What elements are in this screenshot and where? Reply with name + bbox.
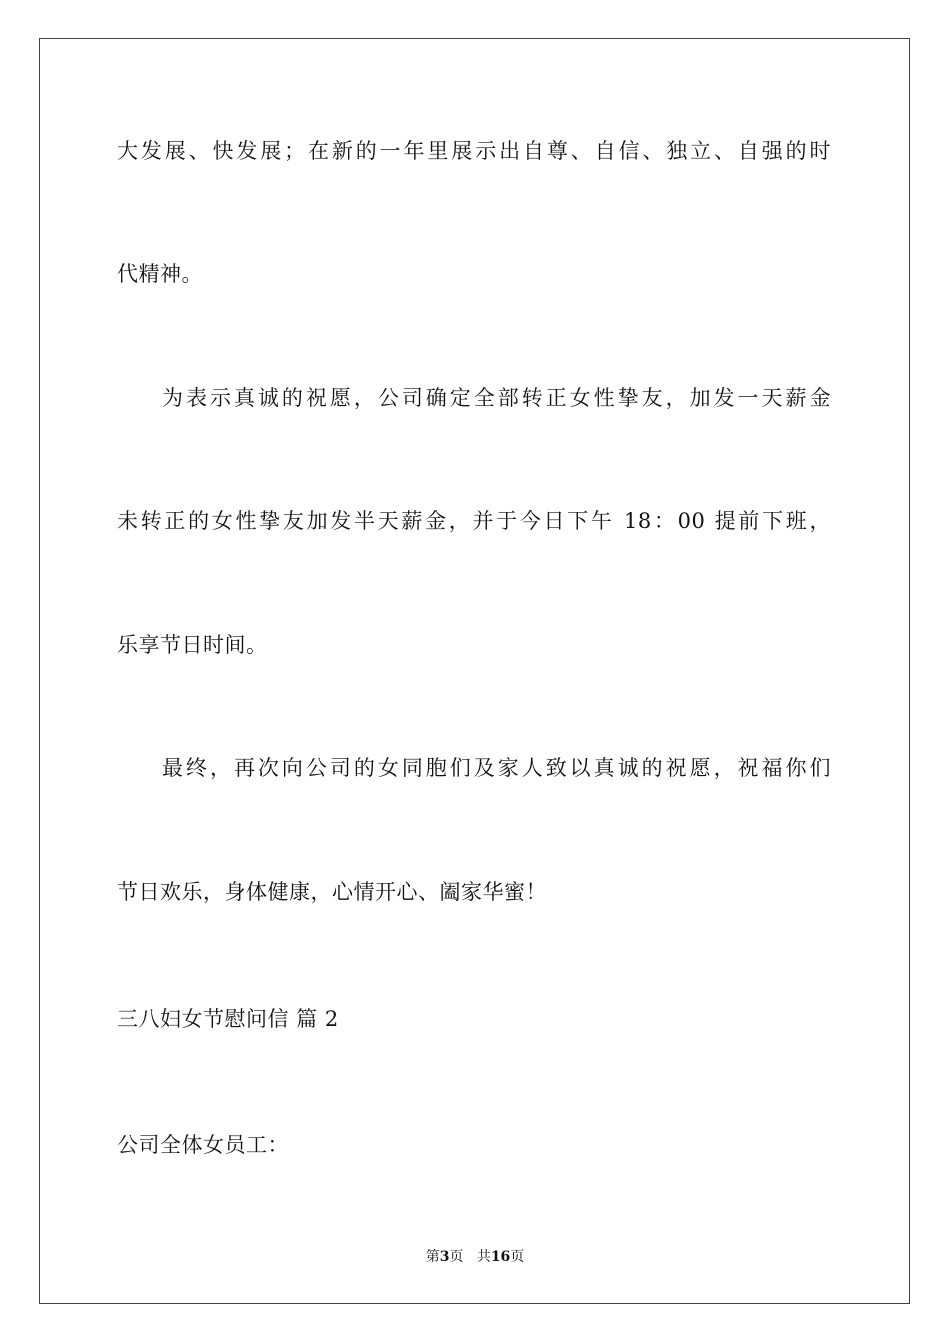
body-line-1: 大发展、快发展；在新的一年里展示出自尊、自信、独立、自强的时 — [117, 139, 831, 163]
footer-total-prefix: 共 — [476, 1249, 491, 1265]
body-line-7: 节日欢乐，身体健康，心情开心、阖家华蜜！ — [117, 880, 547, 904]
body-line-3: 为表示真诚的祝愿，公司确定全部转正女性挚友，加发一天薪金 — [162, 386, 831, 410]
body-line-5: 乐享节日时间。 — [117, 633, 268, 657]
footer-page-total: 16 — [490, 1249, 511, 1265]
footer-total-suffix: 页 — [510, 1249, 525, 1265]
footer-page-suffix: 页 — [449, 1249, 464, 1265]
footer-page-prefix: 第 — [425, 1249, 440, 1265]
salutation-line: 公司全体女员工： — [117, 1133, 289, 1157]
body-line-6: 最终，再次向公司的女同胞们及家人致以真诚的祝愿，祝福你们 — [162, 756, 831, 780]
page-footer — [0, 1247, 950, 1267]
page-border — [39, 38, 910, 1304]
section-heading: 三八妇女节慰问信 篇 2 — [117, 1007, 339, 1031]
body-line-4: 未转正的女性挚友加发半天薪金，并于今日下午 18：00 提前下班， — [117, 509, 831, 533]
body-line-2: 代精神。 — [117, 262, 203, 286]
footer-page-current: 3 — [439, 1249, 450, 1265]
